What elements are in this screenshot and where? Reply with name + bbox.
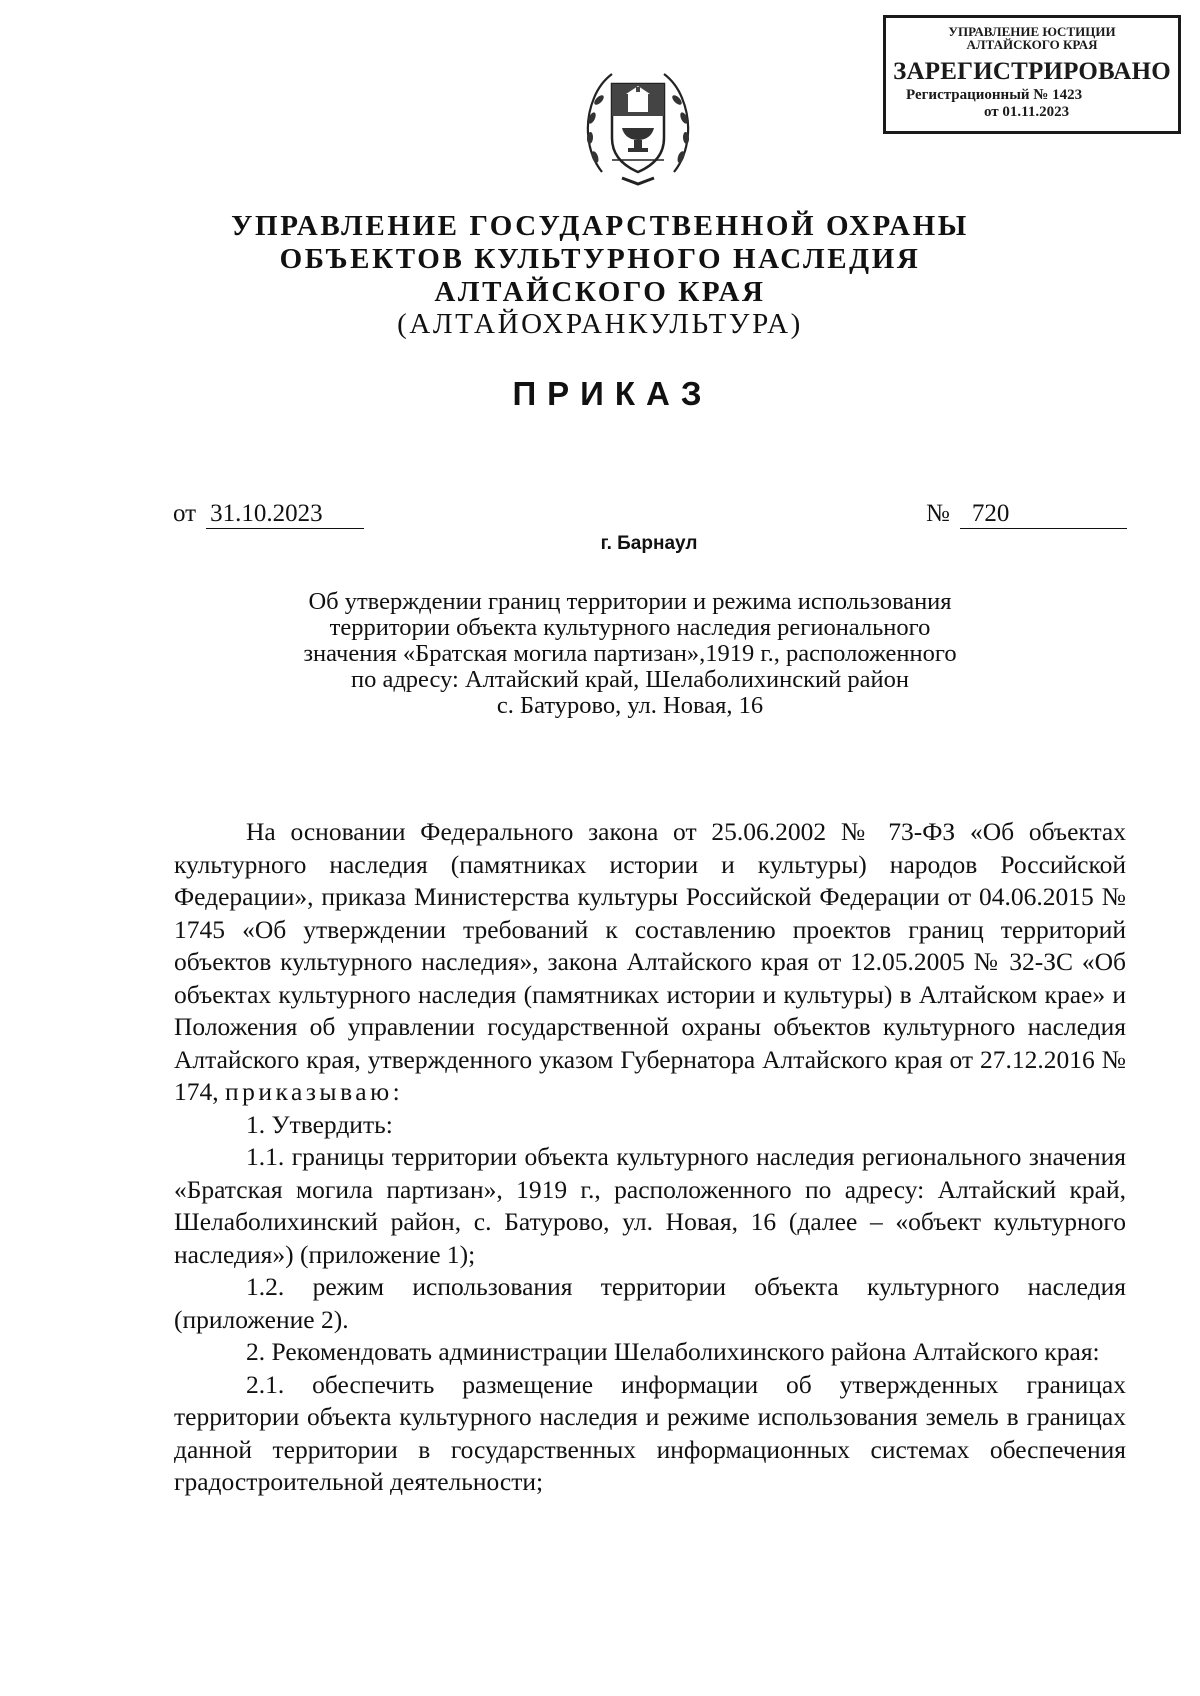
stamp-status: ЗАРЕГИСТРИРОВАНО <box>893 58 1171 85</box>
clause-1: 1. Утвердить: <box>246 1109 393 1139</box>
subject-line: территории объекта культурного наследия регионального <box>329 614 931 641</box>
order-number <box>926 500 1127 529</box>
org-name-line-2: ОБЪЕКТОВ КУЛЬТУРНОГО НАСЛЕДИЯ <box>279 243 921 275</box>
clause-1-2: 1.2. режим использования территории объекта культурного наследия (приложение 2). <box>174 1272 1126 1334</box>
order-word: приказываю: <box>225 1077 404 1106</box>
org-name-line-3: АЛТАЙСКОГО КРАЯ <box>434 276 766 308</box>
subject-line: значения «Братская могила партизан»,1919 г., расположенного <box>303 640 957 667</box>
number-value: 720 <box>960 500 1127 529</box>
clause-2-1: 2.1. обеспечить размещение информации об утвержденных границах территории объекта культурного наследия и режиме использования земель в границах данной территории в государственных информационных системах обеспечения градостроительной деятельности; <box>174 1369 1126 1496</box>
preamble-text: На основании Федерального закона от 25.06.2002 № 73-ФЗ «Об объектах культурного наследия (памятниках истории и культуры) народов Российской Федерации», приказа Министерства культуры Российской Федерации от 04.06.2015 № 1745 «Об утверждении требований к составлению проектов границ территорий объектов культурного наследия», закона Алтайского края от 12.05.2005 № 32-ЗС «Об объектах культурного наследия (памятниках истории и культуры) в Алтайском крае» и Положения об управлении государственной охраны объектов культурного наследия Алтайского края, утвержденного указом Губернатора Алтайского края от 27.12.2016 № 174, <box>174 817 1126 1106</box>
subject-line: по адресу: Алтайский край, Шелаболихинский район <box>350 666 909 693</box>
preamble-paragraph <box>174 816 1126 1109</box>
order-date <box>173 500 364 529</box>
organization-name <box>0 210 1200 309</box>
subject-line: с. Батурово, ул. Новая, 16 <box>496 692 764 719</box>
date-prefix: от <box>173 500 197 527</box>
stamp-department: УПРАВЛЕНИЕ ЮСТИЦИИ АЛТАЙСКОГО КРАЯ <box>948 24 1116 52</box>
city-name: г. Барнаул <box>600 533 698 554</box>
date-value: 31.10.2023 <box>206 500 364 529</box>
org-name-line-1: УПРАВЛЕНИЕ ГОСУДАРСТВЕННОЙ ОХРАНЫ <box>231 210 969 242</box>
clause-1-1: 1.1. границы территории объекта культурного наследия регионального значения «Братская могила партизан», 1919 г., расположенного по адресу: Алтайский край, Шелаболихинский район, с. Батурово, ул. Новая, 16 (далее – «объект культурного наследия») (приложение 1); <box>174 1142 1126 1269</box>
order-subject <box>200 589 1060 719</box>
number-prefix: № <box>926 500 950 527</box>
organization-short-name: (АЛТАЙОХРАНКУЛЬТУРА) <box>397 308 803 340</box>
order-body <box>174 816 1126 1499</box>
clause-2: 2. Рекомендовать администрации Шелаболихинского района Алтайского края: <box>246 1337 1100 1366</box>
document-type-title: ПРИКАЗ <box>512 375 713 412</box>
registration-stamp <box>883 15 1181 134</box>
coat-of-arms-emblem <box>582 60 694 190</box>
stamp-reg-number: Регистрационный № 1423 <box>906 87 1083 103</box>
subject-line: Об утверждении границ территории и режима использования <box>308 588 952 615</box>
stamp-reg-date: от 01.11.2023 <box>984 104 1070 120</box>
